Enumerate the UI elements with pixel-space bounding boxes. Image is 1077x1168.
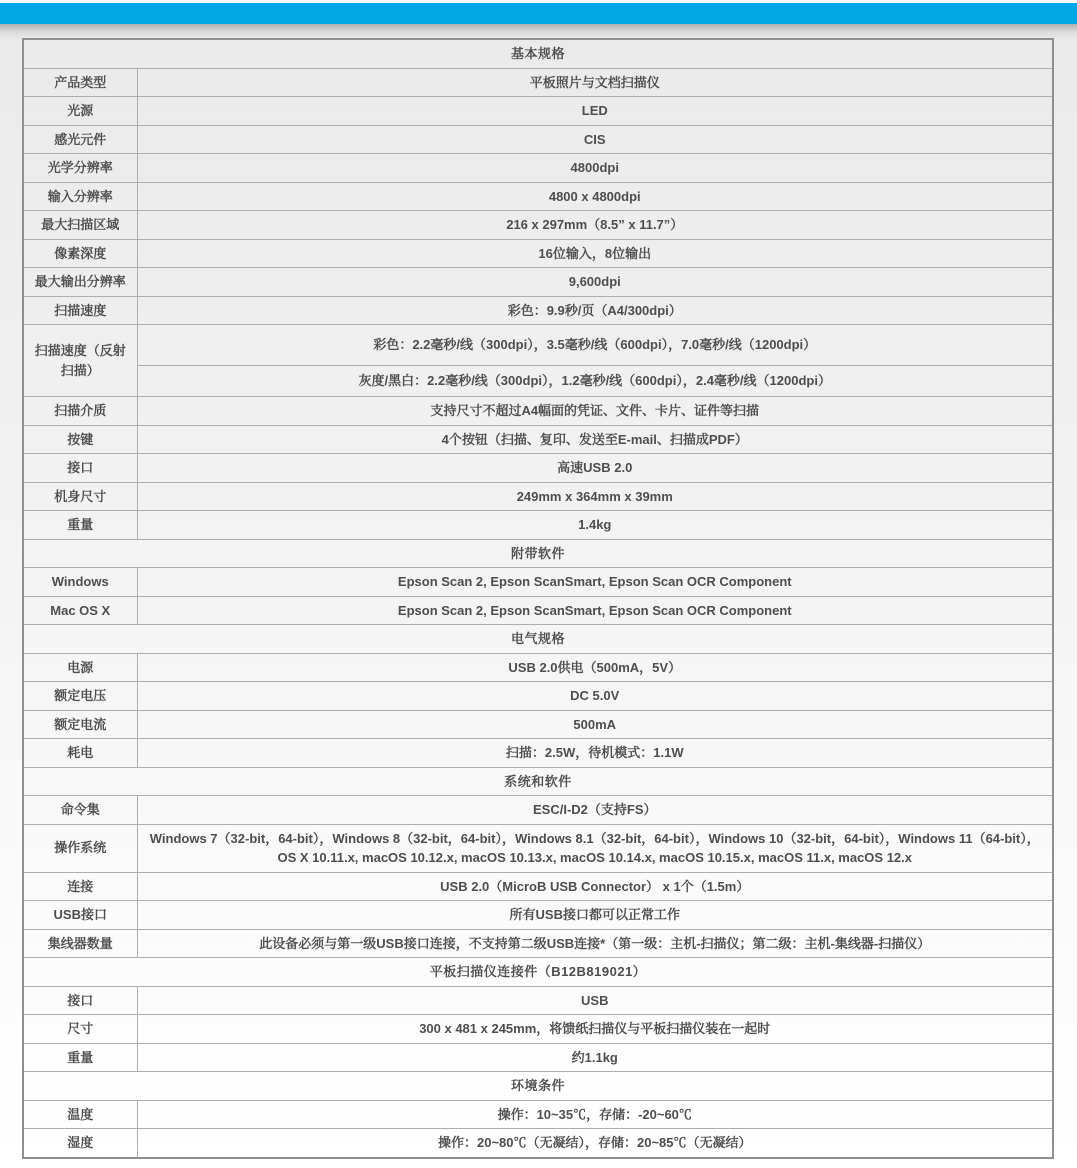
spec-row [23, 739, 1053, 768]
section-row [23, 625, 1053, 654]
spec-row [23, 68, 1053, 97]
spec-label: 连接 [23, 872, 137, 901]
spec-value: USB [137, 986, 1053, 1015]
spec-label: USB接口 [23, 901, 137, 930]
spec-value: 1.4kg [137, 511, 1053, 540]
spec-label: 命令集 [23, 796, 137, 825]
spec-row [23, 929, 1053, 958]
section-row [23, 958, 1053, 987]
spec-row [23, 97, 1053, 126]
spec-label: 电源 [23, 653, 137, 682]
spec-value: 所有USB接口都可以正常工作 [137, 901, 1053, 930]
spec-table-body [23, 39, 1053, 1158]
spec-row [23, 901, 1053, 930]
spec-label: 接口 [23, 454, 137, 483]
spec-value: 支持尺寸不超过A4幅面的凭证、文件、卡片、证件等扫描 [137, 397, 1053, 426]
spec-row [23, 596, 1053, 625]
spec-value: 扫描：2.5W，待机模式：1.1W [137, 739, 1053, 768]
spec-table [22, 38, 1054, 1159]
spec-label: 集线器数量 [23, 929, 137, 958]
spec-row [23, 454, 1053, 483]
spec-row [23, 986, 1053, 1015]
spec-row [23, 710, 1053, 739]
spec-label: 温度 [23, 1100, 137, 1129]
spec-row [23, 366, 1053, 397]
spec-row [23, 296, 1053, 325]
spec-value: 约1.1kg [137, 1043, 1053, 1072]
spec-label: 像素深度 [23, 239, 137, 268]
spec-label: 操作系统 [23, 824, 137, 872]
spec-label: 额定电压 [23, 682, 137, 711]
spec-value: 300 x 481 x 245mm，将馈纸扫描仪与平板扫描仪装在一起时 [137, 1015, 1053, 1044]
spec-value: 平板照片与文档扫描仪 [137, 68, 1053, 97]
section-row [23, 1072, 1053, 1101]
spec-label: 扫描速度 [23, 296, 137, 325]
spec-value: 4个按钮（扫描、复印、发送至E-mail、扫描成PDF） [137, 425, 1053, 454]
spec-value: 操作：10~35℃，存储：-20~60℃ [137, 1100, 1053, 1129]
spec-label: 接口 [23, 986, 137, 1015]
spec-value: 249mm x 364mm x 39mm [137, 482, 1053, 511]
spec-label: 最大输出分辨率 [23, 268, 137, 297]
spec-label: 输入分辨率 [23, 182, 137, 211]
spec-label: Mac OS X [23, 596, 137, 625]
spec-value: LED [137, 97, 1053, 126]
spec-row [23, 682, 1053, 711]
spec-row [23, 568, 1053, 597]
spec-row [23, 482, 1053, 511]
spec-label: 按键 [23, 425, 137, 454]
spec-value: 此设备必须与第一级USB接口连接，不支持第二级USB连接*（第一级：主机-扫描仪；第二级：主机-集线器-扫描仪） [137, 929, 1053, 958]
spec-value: USB 2.0供电（500mA，5V） [137, 653, 1053, 682]
spec-row [23, 1129, 1053, 1158]
spec-label: 感光元件 [23, 125, 137, 154]
section-row [23, 767, 1053, 796]
section-row [23, 39, 1053, 68]
spec-value: Epson Scan 2, Epson ScanSmart, Epson Scan OCR Component [137, 596, 1053, 625]
spec-value: 500mA [137, 710, 1053, 739]
spec-row [23, 154, 1053, 183]
spec-label: 扫描速度（反射扫描） [23, 325, 137, 397]
spec-row [23, 125, 1053, 154]
spec-row [23, 325, 1053, 366]
section-header: 环境条件 [23, 1072, 1053, 1101]
section-header: 基本规格 [23, 39, 1053, 68]
spec-value: USB 2.0（MicroB USB Connector） x 1个（1.5m） [137, 872, 1053, 901]
spec-label: Windows [23, 568, 137, 597]
spec-row [23, 425, 1053, 454]
spec-value: 彩色：2.2毫秒/线（300dpi），3.5毫秒/线（600dpi），7.0毫秒/线（1200dpi） [137, 325, 1053, 366]
spec-label: 湿度 [23, 1129, 137, 1158]
spec-value: 16位输入，8位输出 [137, 239, 1053, 268]
section-header: 附带软件 [23, 539, 1053, 568]
spec-value: Windows 7（32-bit，64-bit），Windows 8（32-bit，64-bit），Windows 8.1（32-bit，64-bit），Windows 10（32-bit，64-bit），Windows 11（64-bit），OS X 10.11.x, macOS 10.12.x, macOS 10.13.x, macOS 10.14.x, macOS 10.15.x, macOS 11.x, macOS 12.x [137, 824, 1053, 872]
spec-value: 高速USB 2.0 [137, 454, 1053, 483]
spec-label: 扫描介质 [23, 397, 137, 426]
spec-label: 光源 [23, 97, 137, 126]
page-content [0, 24, 1077, 1168]
section-header: 平板扫描仪连接件（B12B819021） [23, 958, 1053, 987]
spec-label: 机身尺寸 [23, 482, 137, 511]
spec-value: 彩色：9.9秒/页（A4/300dpi） [137, 296, 1053, 325]
spec-label: 光学分辨率 [23, 154, 137, 183]
spec-value: 灰度/黑白：2.2毫秒/线（300dpi），1.2毫秒/线（600dpi），2.4毫秒/线（1200dpi） [137, 366, 1053, 397]
spec-label: 重量 [23, 511, 137, 540]
spec-value: ESC/I-D2（支持FS） [137, 796, 1053, 825]
spec-label: 重量 [23, 1043, 137, 1072]
spec-row [23, 511, 1053, 540]
spec-row [23, 796, 1053, 825]
spec-row [23, 182, 1053, 211]
spec-label: 耗电 [23, 739, 137, 768]
spec-row [23, 239, 1053, 268]
spec-row [23, 1015, 1053, 1044]
spec-value: 4800dpi [137, 154, 1053, 183]
spec-row [23, 1100, 1053, 1129]
spec-value: DC 5.0V [137, 682, 1053, 711]
spec-row [23, 268, 1053, 297]
spec-label: 尺寸 [23, 1015, 137, 1044]
spec-label: 额定电流 [23, 710, 137, 739]
spec-row [23, 397, 1053, 426]
section-header: 电气规格 [23, 625, 1053, 654]
spec-value: 9,600dpi [137, 268, 1053, 297]
spec-row [23, 653, 1053, 682]
spec-value: 操作：20~80℃（无凝结），存储：20~85℃（无凝结） [137, 1129, 1053, 1158]
brand-accent-bar [0, 3, 1077, 24]
spec-label: 产品类型 [23, 68, 137, 97]
spec-value: 216 x 297mm（8.5” x 11.7”） [137, 211, 1053, 240]
spec-label: 最大扫描区域 [23, 211, 137, 240]
spec-value: 4800 x 4800dpi [137, 182, 1053, 211]
spec-row [23, 1043, 1053, 1072]
spec-value: Epson Scan 2, Epson ScanSmart, Epson Scan OCR Component [137, 568, 1053, 597]
spec-value: CIS [137, 125, 1053, 154]
spec-row [23, 824, 1053, 872]
section-row [23, 539, 1053, 568]
spec-row [23, 872, 1053, 901]
spec-row [23, 211, 1053, 240]
section-header: 系统和软件 [23, 767, 1053, 796]
